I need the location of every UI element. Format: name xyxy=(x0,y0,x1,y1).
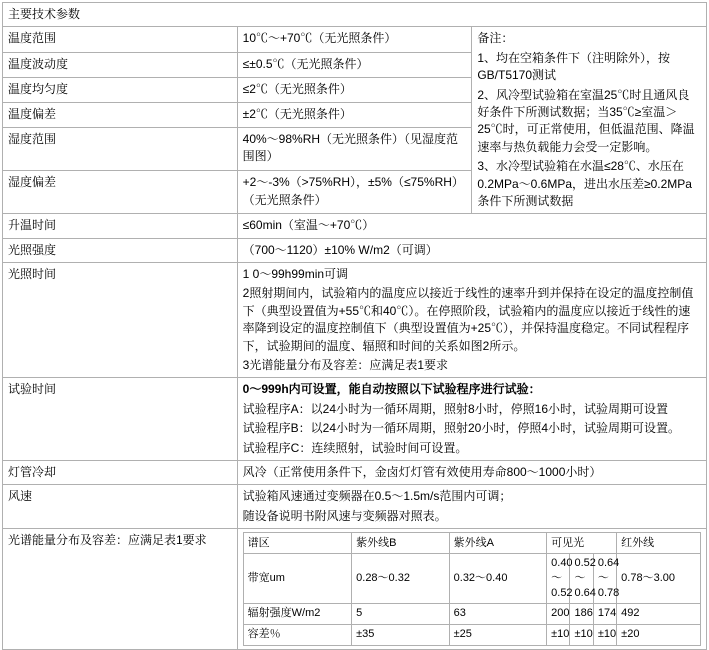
light-time-item: 1 0～99h99min可调 xyxy=(242,267,349,282)
test-program: 试验程序A：以24小时为一循环周期，照射8小时，停照16小时，试验周期可设置 xyxy=(242,401,669,416)
row-value: ≤2℃（无光照条件） xyxy=(237,77,472,102)
page-title: 主要技术参数 xyxy=(3,3,707,27)
light-time-item: 3光谱能量分布及容差：应满足表1要求 xyxy=(242,358,449,373)
document-page xyxy=(0,2,709,641)
row-value xyxy=(237,263,706,378)
table-row xyxy=(3,27,707,52)
spectrum-cell: ±20 xyxy=(617,624,701,645)
row-value xyxy=(237,485,706,529)
test-program: 试验程序C：连续照射，试验时间可设置。 xyxy=(242,440,468,455)
spectrum-row xyxy=(243,624,700,645)
table-title-row xyxy=(3,3,707,27)
spectrum-cell: 0.40～0.52 xyxy=(547,554,570,604)
spectrum-cell: 492 xyxy=(617,603,701,624)
table-row xyxy=(3,214,707,238)
table-row xyxy=(3,263,707,378)
remarks-line: 2、风冷型试验箱在室温25℃时且通风良好条件下所测试数据；当35℃≥室温＞25℃时，可正常使用，但低温范围、降温速率与热负载能力会受一定影响。 xyxy=(477,87,695,154)
spectrum-cell: 5 xyxy=(352,603,450,624)
row-value xyxy=(237,378,706,461)
spectrum-cell: 186 xyxy=(570,603,593,624)
spectrum-cell: 63 xyxy=(449,603,547,624)
row-label: 温度偏差 xyxy=(3,102,238,127)
spectrum-table xyxy=(243,532,701,646)
row-label: 温度均匀度 xyxy=(3,77,238,102)
wind-speed-line: 随设备说明书附风速与变频器对照表。 xyxy=(242,508,447,523)
remarks-line: 3、水冷型试验箱在水温≤28℃、水压在0.2MPa～0.6MPa，进出水压差≥0.2MPa条件下所测试数据 xyxy=(477,159,692,208)
table-row xyxy=(3,485,707,529)
spectrum-header-cell: 紫外线A xyxy=(449,533,547,554)
table-row xyxy=(3,238,707,262)
table-row xyxy=(3,378,707,461)
spectrum-cell: ±35 xyxy=(352,624,450,645)
row-value: （700～1120）±10% W/m2（可调） xyxy=(237,238,706,262)
test-time-heading: 0～999h内可设置，能自动按照以下试验程序进行试验： xyxy=(242,382,541,397)
spectrum-header-cell: 红外线 xyxy=(617,533,701,554)
row-label: 光照强度 xyxy=(3,238,238,262)
row-label: 光谱能量分布及容差：应满足表1要求 xyxy=(3,529,238,650)
spectrum-row-label: 容差％ xyxy=(243,624,351,645)
row-value: ≤60min（室温～+70℃） xyxy=(237,214,706,238)
spectrum-cell: ±10 xyxy=(547,624,570,645)
spectrum-cell: ±10 xyxy=(593,624,616,645)
row-label: 湿度范围 xyxy=(3,128,238,171)
row-label: 升温时间 xyxy=(3,214,238,238)
spectrum-header-row xyxy=(243,533,700,554)
spectrum-cell: 0.64～0.78 xyxy=(593,554,616,604)
remarks-cell xyxy=(472,27,707,214)
wind-speed-line: 试验箱风速通过变频器在0.5～1.5m/s范围内可调； xyxy=(242,489,512,504)
row-label: 风速 xyxy=(3,485,238,529)
spectrum-cell: 0.78～3.00 xyxy=(617,554,701,604)
spectrum-header-cell: 紫外线B xyxy=(352,533,450,554)
remarks-line: 1、均在空箱条件下（注明除外），按GB/T5170测试 xyxy=(477,50,670,83)
row-label: 湿度偏差 xyxy=(3,171,238,214)
spectrum-cell: 0.52～0.64 xyxy=(570,554,593,604)
row-value: ±2℃（无光照条件） xyxy=(237,102,472,127)
remarks-title: 备注： xyxy=(477,31,514,46)
row-value: +2～-3%（>75%RH），±5%（≤75%RH）（无光照条件） xyxy=(237,171,472,214)
spectrum-table-cell xyxy=(237,529,706,650)
row-label: 光照时间 xyxy=(3,263,238,378)
specification-table xyxy=(2,2,707,650)
row-value: 风冷（正常使用条件下，金卤灯灯管有效使用寿命800～1000小时） xyxy=(237,460,706,484)
row-value: ≤±0.5℃（无光照条件） xyxy=(237,52,472,77)
spectrum-cell: ±10 xyxy=(570,624,593,645)
spectrum-cell: ±25 xyxy=(449,624,547,645)
row-label: 温度波动度 xyxy=(3,52,238,77)
spectrum-cell: 0.28～0.32 xyxy=(352,554,450,604)
spectrum-row xyxy=(243,554,700,604)
spectrum-header-cell: 谱区 xyxy=(243,533,351,554)
row-label: 试验时间 xyxy=(3,378,238,461)
table-row xyxy=(3,529,707,650)
table-row xyxy=(3,460,707,484)
spectrum-header-cell: 可见光 xyxy=(547,533,617,554)
spectrum-cell: 200 xyxy=(547,603,570,624)
row-value: 40%～98%RH（无光照条件）（见湿度范围图） xyxy=(237,128,472,171)
spectrum-cell: 0.32～0.40 xyxy=(449,554,547,604)
test-program: 试验程序B：以24小时为一循环周期，照射20小时，停照4小时，试验周期可设置。 xyxy=(242,421,681,436)
spectrum-row-label: 带宽um xyxy=(243,554,351,604)
row-label: 灯管冷却 xyxy=(3,460,238,484)
light-time-item: 2照射期间内，试验箱内的温度应以接近于线性的速率升到并保持在设定的温度控制值下（典型设置值为+55℃和40℃）。在停照阶段，试验箱内的温度应以接近于线性的速率降到设定的温度控制值下（典型设置值为+25℃），并保持温度稳定。不同试程程序下，试验期间的温度、辐照和时间的关系如图2所示。 xyxy=(242,286,694,353)
row-value: 10℃～+70℃（无光照条件） xyxy=(237,27,472,52)
spectrum-row-label: 辐射强度W/m2 xyxy=(243,603,351,624)
spectrum-cell: 174 xyxy=(593,603,616,624)
row-label: 温度范围 xyxy=(3,27,238,52)
spectrum-row xyxy=(243,603,700,624)
